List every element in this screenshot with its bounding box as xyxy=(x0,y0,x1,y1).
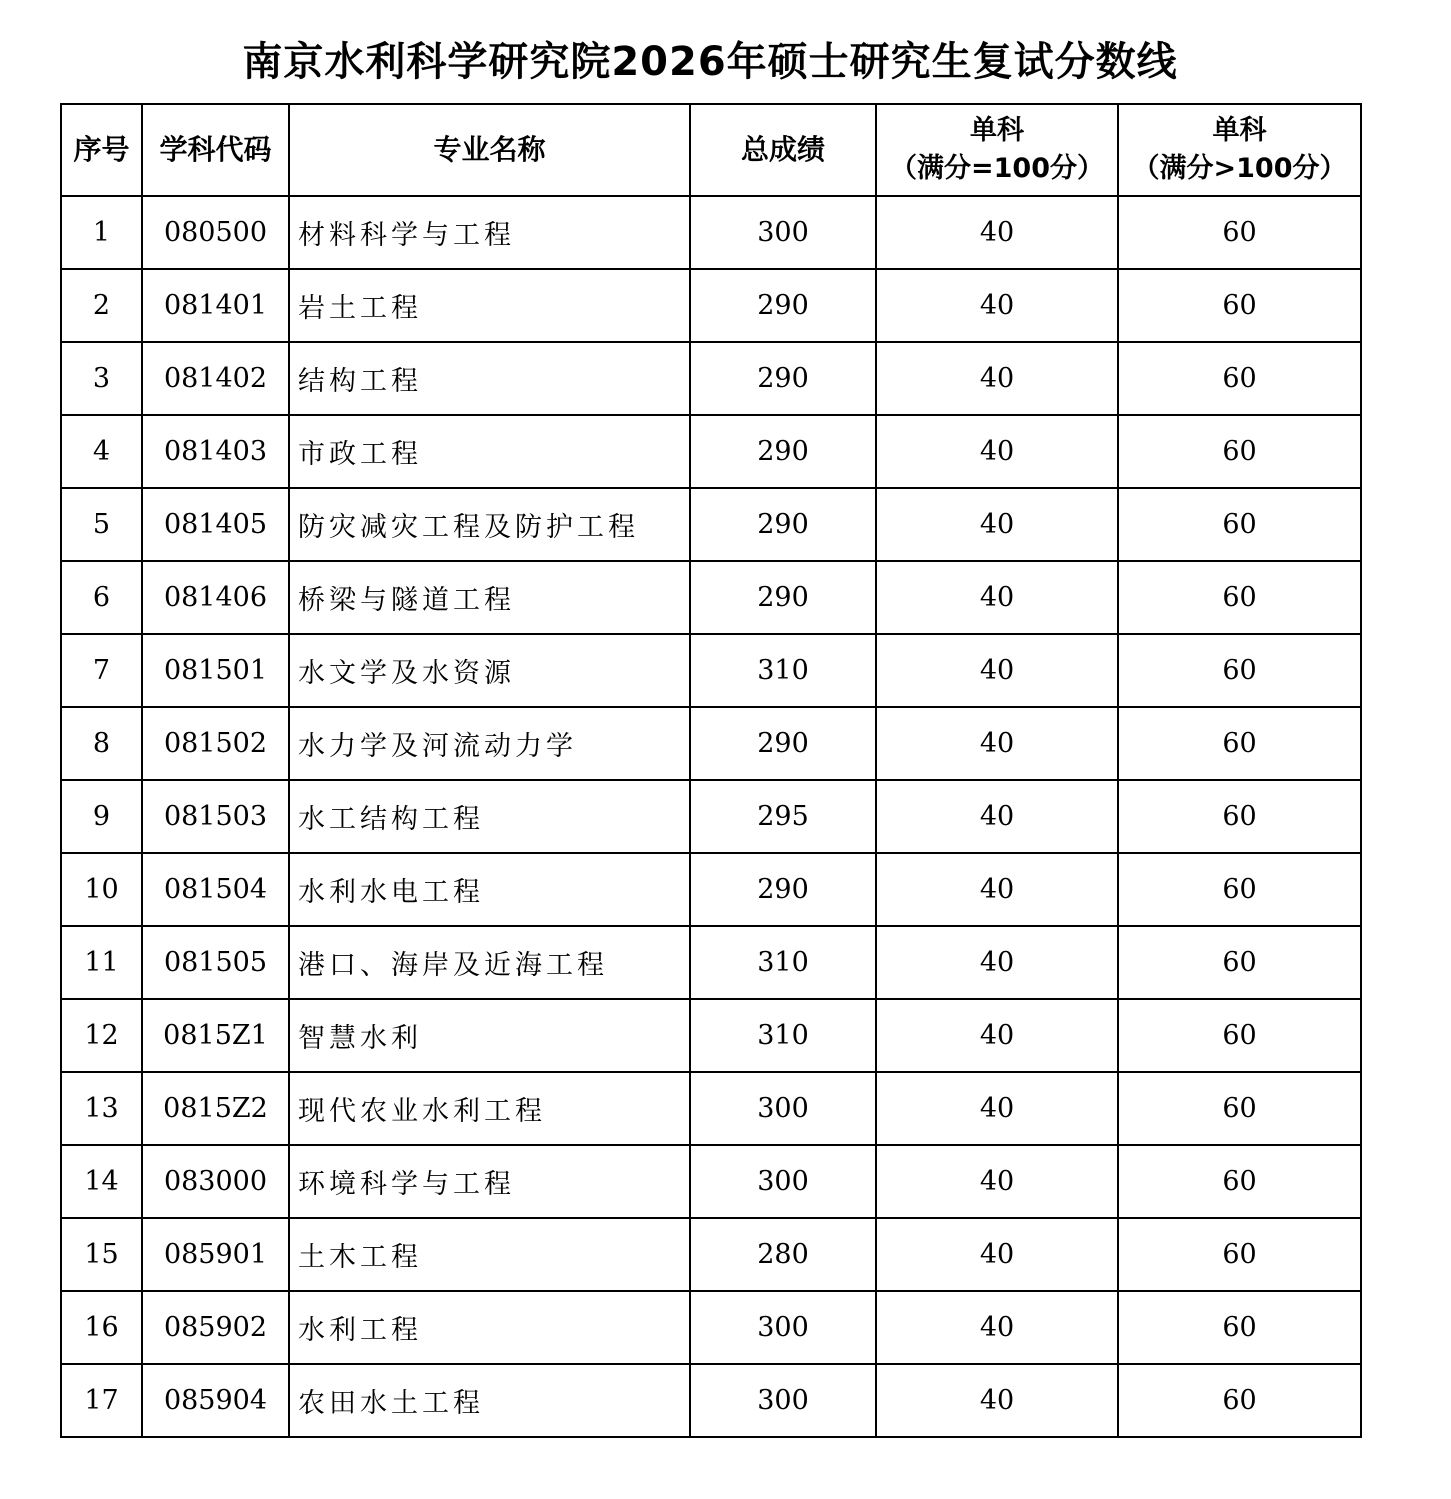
cell-seq: 12 xyxy=(61,999,142,1072)
table-row xyxy=(61,926,1361,999)
cell-total-score: 310 xyxy=(690,926,876,999)
header-single-100-note: （满分=100分） xyxy=(890,153,1104,184)
cell-total-score: 290 xyxy=(690,488,876,561)
cell-major-name: 结构工程 xyxy=(289,342,690,415)
table-row xyxy=(61,707,1361,780)
cell-subject-code: 081401 xyxy=(142,269,289,342)
cell-single-score-over-100: 60 xyxy=(1118,269,1361,342)
cell-seq: 14 xyxy=(61,1145,142,1218)
cell-major-name: 水利工程 xyxy=(289,1291,690,1364)
cell-single-score-over-100: 60 xyxy=(1118,707,1361,780)
cell-single-score-100: 40 xyxy=(876,1364,1118,1437)
cell-total-score: 300 xyxy=(690,1145,876,1218)
cell-seq: 3 xyxy=(61,342,142,415)
cell-single-score-100: 40 xyxy=(876,196,1118,269)
cell-seq: 10 xyxy=(61,853,142,926)
cell-single-score-over-100: 60 xyxy=(1118,853,1361,926)
table-row xyxy=(61,1364,1361,1437)
cell-major-name: 智慧水利 xyxy=(289,999,690,1072)
cell-subject-code: 085902 xyxy=(142,1291,289,1364)
header-single-over-100-title: 单科 xyxy=(1212,115,1267,146)
cell-seq: 11 xyxy=(61,926,142,999)
cell-single-score-over-100: 60 xyxy=(1118,1364,1361,1437)
cell-seq: 15 xyxy=(61,1218,142,1291)
table-row xyxy=(61,561,1361,634)
cell-subject-code: 081503 xyxy=(142,780,289,853)
header-total: 总成绩 xyxy=(690,104,876,196)
cell-seq: 4 xyxy=(61,415,142,488)
cell-total-score: 300 xyxy=(690,196,876,269)
cell-single-score-over-100: 60 xyxy=(1118,1291,1361,1364)
cell-seq: 7 xyxy=(61,634,142,707)
cell-subject-code: 085901 xyxy=(142,1218,289,1291)
cell-single-score-over-100: 60 xyxy=(1118,1218,1361,1291)
cell-single-score-100: 40 xyxy=(876,707,1118,780)
cell-single-score-100: 40 xyxy=(876,1218,1118,1291)
header-single-over-100 xyxy=(1118,104,1361,196)
cell-seq: 17 xyxy=(61,1364,142,1437)
cell-subject-code: 081403 xyxy=(142,415,289,488)
cell-single-score-over-100: 60 xyxy=(1118,1145,1361,1218)
cell-seq: 5 xyxy=(61,488,142,561)
cell-single-score-100: 40 xyxy=(876,853,1118,926)
score-table xyxy=(60,103,1362,1438)
cell-seq: 16 xyxy=(61,1291,142,1364)
table-body xyxy=(61,196,1361,1437)
cell-total-score: 290 xyxy=(690,853,876,926)
header-single-over-100-note: （满分>100分） xyxy=(1132,153,1347,184)
table-row xyxy=(61,269,1361,342)
cell-subject-code: 081406 xyxy=(142,561,289,634)
cell-major-name: 水文学及水资源 xyxy=(289,634,690,707)
table-row xyxy=(61,415,1361,488)
cell-single-score-over-100: 60 xyxy=(1118,999,1361,1072)
cell-major-name: 环境科学与工程 xyxy=(289,1145,690,1218)
cell-single-score-over-100: 60 xyxy=(1118,1072,1361,1145)
header-single-100 xyxy=(876,104,1118,196)
cell-major-name: 土木工程 xyxy=(289,1218,690,1291)
cell-major-name: 农田水土工程 xyxy=(289,1364,690,1437)
table-row xyxy=(61,1291,1361,1364)
header-single-100-title: 单科 xyxy=(970,115,1024,146)
cell-single-score-100: 40 xyxy=(876,999,1118,1072)
table-row xyxy=(61,999,1361,1072)
cell-total-score: 310 xyxy=(690,999,876,1072)
cell-major-name: 水利水电工程 xyxy=(289,853,690,926)
cell-single-score-100: 40 xyxy=(876,780,1118,853)
table-row xyxy=(61,853,1361,926)
table-header-row xyxy=(61,104,1361,196)
cell-major-name: 防灾减灾工程及防护工程 xyxy=(289,488,690,561)
cell-subject-code: 081402 xyxy=(142,342,289,415)
table-row xyxy=(61,342,1361,415)
cell-single-score-100: 40 xyxy=(876,1072,1118,1145)
cell-single-score-100: 40 xyxy=(876,1291,1118,1364)
cell-total-score: 300 xyxy=(690,1291,876,1364)
cell-single-score-100: 40 xyxy=(876,415,1118,488)
cell-major-name: 水工结构工程 xyxy=(289,780,690,853)
cell-seq: 13 xyxy=(61,1072,142,1145)
cell-total-score: 290 xyxy=(690,415,876,488)
cell-single-score-100: 40 xyxy=(876,488,1118,561)
cell-major-name: 水力学及河流动力学 xyxy=(289,707,690,780)
cell-major-name: 材料科学与工程 xyxy=(289,196,690,269)
cell-subject-code: 0815Z1 xyxy=(142,999,289,1072)
header-code: 学科代码 xyxy=(142,104,289,196)
cell-total-score: 280 xyxy=(690,1218,876,1291)
table-row xyxy=(61,1072,1361,1145)
cell-major-name: 港口、海岸及近海工程 xyxy=(289,926,690,999)
cell-seq: 9 xyxy=(61,780,142,853)
cell-single-score-100: 40 xyxy=(876,926,1118,999)
cell-single-score-100: 40 xyxy=(876,1145,1118,1218)
cell-single-score-over-100: 60 xyxy=(1118,634,1361,707)
table-row xyxy=(61,488,1361,561)
cell-subject-code: 080500 xyxy=(142,196,289,269)
cell-major-name: 市政工程 xyxy=(289,415,690,488)
cell-seq: 6 xyxy=(61,561,142,634)
cell-total-score: 310 xyxy=(690,634,876,707)
cell-total-score: 290 xyxy=(690,561,876,634)
cell-subject-code: 081504 xyxy=(142,853,289,926)
cell-total-score: 300 xyxy=(690,1072,876,1145)
cell-total-score: 290 xyxy=(690,707,876,780)
cell-single-score-over-100: 60 xyxy=(1118,342,1361,415)
cell-single-score-100: 40 xyxy=(876,342,1118,415)
cell-single-score-100: 40 xyxy=(876,561,1118,634)
cell-subject-code: 081505 xyxy=(142,926,289,999)
cell-subject-code: 081501 xyxy=(142,634,289,707)
cell-major-name: 岩土工程 xyxy=(289,269,690,342)
cell-subject-code: 081405 xyxy=(142,488,289,561)
cell-single-score-over-100: 60 xyxy=(1118,926,1361,999)
cell-subject-code: 0815Z2 xyxy=(142,1072,289,1145)
cell-total-score: 290 xyxy=(690,342,876,415)
cell-single-score-over-100: 60 xyxy=(1118,196,1361,269)
cell-single-score-over-100: 60 xyxy=(1118,415,1361,488)
cell-seq: 2 xyxy=(61,269,142,342)
table-row xyxy=(61,196,1361,269)
cell-total-score: 300 xyxy=(690,1364,876,1437)
cell-single-score-over-100: 60 xyxy=(1118,488,1361,561)
header-seq: 序号 xyxy=(61,104,142,196)
cell-seq: 1 xyxy=(61,196,142,269)
cell-seq: 8 xyxy=(61,707,142,780)
cell-subject-code: 083000 xyxy=(142,1145,289,1218)
cell-single-score-over-100: 60 xyxy=(1118,780,1361,853)
table-row xyxy=(61,1218,1361,1291)
table-row xyxy=(61,634,1361,707)
cell-single-score-100: 40 xyxy=(876,269,1118,342)
cell-total-score: 295 xyxy=(690,780,876,853)
page-title: 南京水利科学研究院2026年硕士研究生复试分数线 xyxy=(242,39,1178,85)
header-major: 专业名称 xyxy=(289,104,690,196)
cell-total-score: 290 xyxy=(690,269,876,342)
cell-subject-code: 081502 xyxy=(142,707,289,780)
table-row xyxy=(61,1145,1361,1218)
cell-single-score-100: 40 xyxy=(876,634,1118,707)
cell-major-name: 桥梁与隧道工程 xyxy=(289,561,690,634)
cell-major-name: 现代农业水利工程 xyxy=(289,1072,690,1145)
cell-single-score-over-100: 60 xyxy=(1118,561,1361,634)
table-row xyxy=(61,780,1361,853)
cell-subject-code: 085904 xyxy=(142,1364,289,1437)
